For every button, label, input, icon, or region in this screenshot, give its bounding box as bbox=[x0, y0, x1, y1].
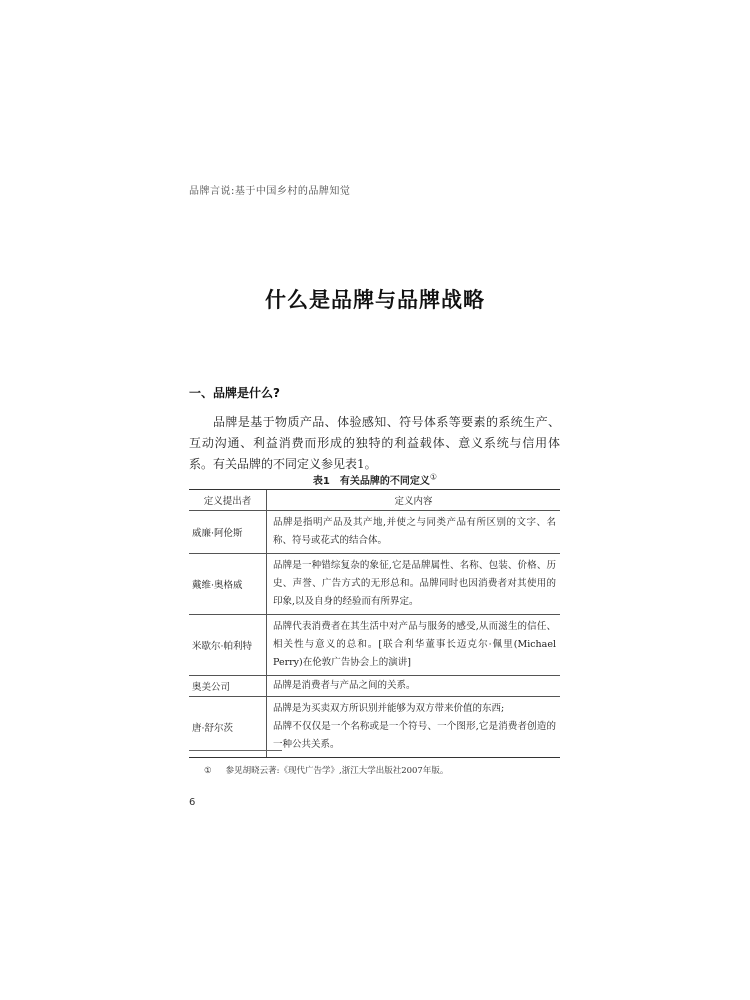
definition-text: 品牌不仅仅是一个名称或是一个符号、一个图形,它是消费者创造的一种公共关系。 bbox=[273, 721, 556, 750]
body-paragraph: 品牌是基于物质产品、体验感知、符号体系等要素的系统生产、互动沟通、利益消费而形成的独特的利益载体、意义系统与信用体系。有关品牌的不同定义参见表1。 bbox=[189, 415, 560, 471]
definition-cell bbox=[267, 554, 561, 615]
footnote-divider bbox=[189, 750, 282, 751]
footnote-number: ① bbox=[204, 766, 212, 776]
definition-text: 品牌是为买卖双方所识别并能够为双方带来价值的东西; bbox=[273, 703, 505, 714]
table-row bbox=[189, 554, 560, 615]
table-row bbox=[189, 511, 560, 554]
section-heading: 一、品牌是什么? bbox=[189, 386, 280, 400]
column-header-content: 定义内容 bbox=[267, 490, 561, 511]
table-row bbox=[189, 676, 560, 697]
table-row bbox=[189, 615, 560, 676]
definition-cell bbox=[267, 697, 561, 758]
definition-text: 品牌是消费者与产品之间的关系。 bbox=[273, 680, 416, 691]
table-caption bbox=[0, 472, 750, 487]
table-caption-text: 表1 有关品牌的不同定义 bbox=[312, 476, 430, 487]
footnote bbox=[204, 764, 448, 776]
table-caption-footnote-mark: ① bbox=[429, 472, 438, 482]
footnote-text: 参见胡晓云著:《现代广告学》,浙江大学出版社2007年版。 bbox=[225, 766, 449, 776]
table-header-row bbox=[189, 490, 560, 511]
definition-cell bbox=[267, 615, 561, 676]
definition-cell bbox=[267, 511, 561, 554]
table-row bbox=[189, 697, 560, 758]
running-header: 品牌言说:基于中国乡村的品牌知觉 bbox=[189, 186, 351, 197]
proposer-cell: 唐·舒尔茨 bbox=[189, 697, 267, 758]
definition-text: 品牌是一种错综复杂的象征,它是品牌属性、名称、包装、价格、历史、声誉、广告方式的无形总和。品牌同时也因消费者对其使用的印象,以及自身的经验而有所界定。 bbox=[273, 560, 556, 607]
chapter-title: 什么是品牌与品牌战略 bbox=[265, 288, 485, 312]
definition-text: 品牌是指明产品及其产地,并使之与同类产品有所区别的文字、名称、符号或花式的结合体。 bbox=[273, 517, 556, 546]
definition-text: 品牌代表消费者在其生活中对产品与服务的感受,从而滋生的信任、相关性与意义的总和。[联合利华董事长迈克尔·佩里(Michael Perry)在伦敦广告协会上的演讲] bbox=[273, 621, 556, 668]
proposer-cell: 奥美公司 bbox=[189, 676, 267, 697]
column-header-proposer: 定义提出者 bbox=[189, 490, 267, 511]
proposer-cell: 戴维·奥格威 bbox=[189, 554, 267, 615]
page-number: 6 bbox=[189, 797, 196, 808]
definitions-table bbox=[189, 489, 560, 758]
definition-cell bbox=[267, 676, 561, 697]
proposer-cell: 威廉·阿伦斯 bbox=[189, 511, 267, 554]
proposer-cell: 米歇尔·帕利特 bbox=[189, 615, 267, 676]
